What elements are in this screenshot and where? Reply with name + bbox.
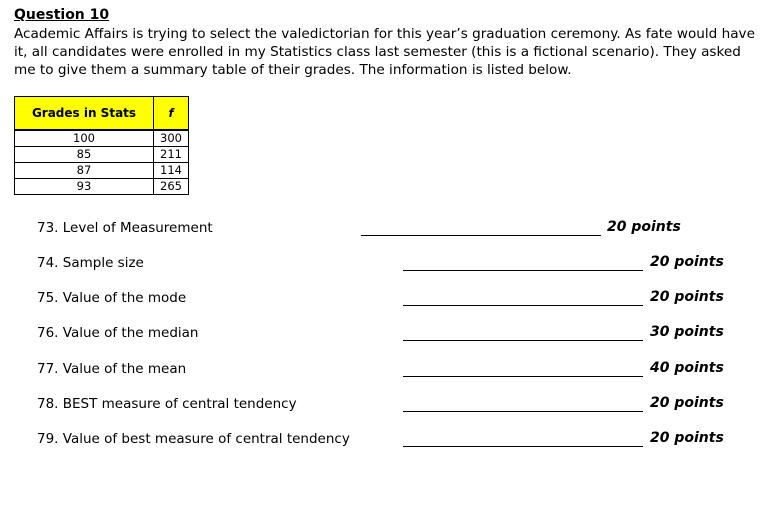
frequency-cell: 265 — [154, 179, 189, 195]
answer-line-75[interactable] — [403, 305, 643, 306]
points-76: 30 points — [650, 324, 724, 340]
answer-line-73[interactable] — [361, 235, 601, 236]
question-intro: Academic Affairs is trying to select the valedictorian for this year’s graduation ceremony. As fate would have it, all candidates were enrolled in my Statistics class last semester (this is a fictional scenario). They asked me to give them a summary table of their grades. The information is listed below. — [14, 26, 755, 78]
question-item-76-label: 76. Value of the median — [37, 325, 199, 341]
grade-cell: 87 — [15, 163, 154, 179]
table-row — [15, 179, 189, 195]
points-74: 20 points — [650, 254, 724, 270]
points-75: 20 points — [650, 289, 724, 305]
grade-cell: 85 — [15, 147, 154, 163]
answer-line-77[interactable] — [403, 376, 643, 377]
frequency-cell: 300 — [154, 131, 189, 147]
grades-column-header: Grades in Stats — [15, 97, 154, 130]
grades-table — [14, 96, 189, 195]
points-79: 20 points — [650, 430, 724, 446]
grade-cell: 100 — [15, 131, 154, 147]
points-77: 40 points — [650, 360, 724, 376]
table-row — [15, 163, 189, 179]
answer-line-79[interactable] — [403, 446, 643, 447]
question-item-79-label: 79. Value of best measure of central tendency — [37, 431, 350, 447]
question-item-73-label: 73. Level of Measurement — [37, 220, 213, 236]
question-item-78-label: 78. BEST measure of central tendency — [37, 396, 297, 412]
table-row — [15, 131, 189, 147]
frequency-cell: 114 — [154, 163, 189, 179]
table-header-row — [15, 97, 189, 130]
question-heading: Question 10 — [14, 7, 110, 23]
answer-line-78[interactable] — [403, 411, 643, 412]
answer-line-76[interactable] — [403, 340, 643, 341]
question-item-77-label: 77. Value of the mean — [37, 361, 187, 377]
grade-cell: 93 — [15, 179, 154, 195]
answer-line-74[interactable] — [403, 270, 643, 271]
table-row — [15, 147, 189, 163]
points-73: 20 points — [607, 219, 681, 235]
question-item-74-label: 74. Sample size — [37, 255, 144, 271]
question-item-75-label: 75. Value of the mode — [37, 290, 187, 306]
frequency-column-header: f — [154, 97, 189, 130]
points-78: 20 points — [650, 395, 724, 411]
frequency-cell: 211 — [154, 147, 189, 163]
